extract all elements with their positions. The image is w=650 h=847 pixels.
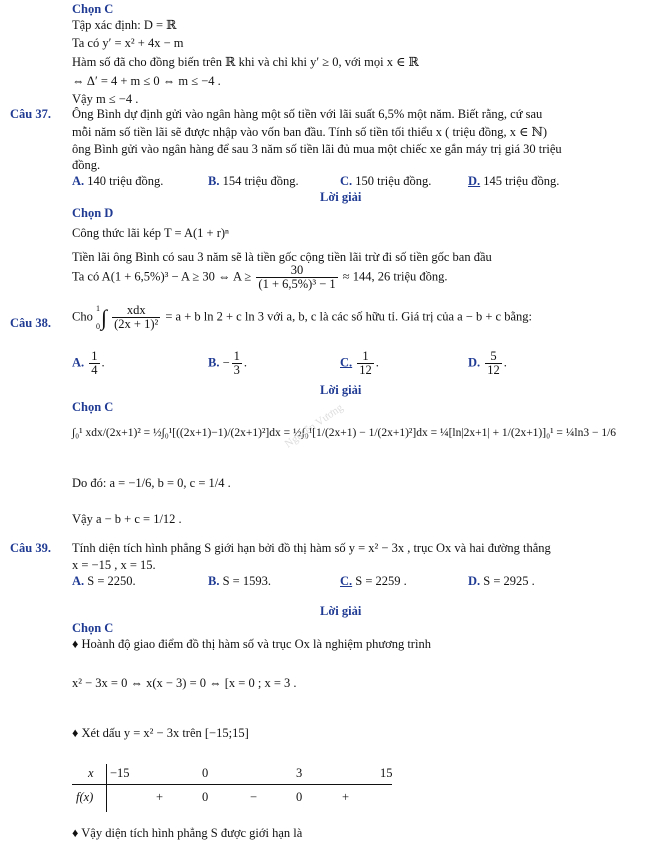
- formula-left: Ta có A(1 + 6,5%)³ − A ≥ 30 ⇔ A ≥: [72, 269, 252, 284]
- question-text: ông Bình gửi vào ngân hàng để sau 3 năm số tiền lãi đủ mua một chiếc xe gắn máy trị giá 30 triệu: [72, 142, 562, 156]
- solution-line: Do đó: a = −1/6, b = 0, c = 1/4 .: [72, 476, 231, 490]
- table-cell: −15: [110, 766, 130, 780]
- solution-heading: Lời giải: [320, 190, 362, 204]
- option-a: [72, 174, 163, 189]
- table-cell: 3: [296, 766, 303, 780]
- table-cell: +: [342, 790, 350, 804]
- option-b: B. S = 1593.: [208, 574, 271, 588]
- option-a: A. S = 2250.: [72, 574, 136, 588]
- option-key: B.: [208, 174, 220, 188]
- solution-heading: Lời giải: [320, 383, 362, 397]
- solution-line: Tiền lãi ông Bình có sau 3 năm sẽ là tiền gốc cộng tiền lãi trừ đi số tiền gốc ban đầu: [72, 250, 492, 264]
- table-cell: 0: [202, 766, 209, 780]
- option-d: [468, 174, 559, 189]
- option-text: 140 triệu đồng.: [87, 174, 164, 188]
- option-c: [340, 174, 431, 189]
- solution-line: x² − 3x = 0 ⇔ x(x − 3) = 0 ⇔ [x = 0 ; x = 3 .: [72, 676, 297, 690]
- solution-line: ♦ Hoành độ giao điểm đồ thị hàm số và trục Ox là nghiệm phương trình: [72, 637, 431, 651]
- question-text: mỗi năm số tiền lãi sẽ được nhập vào vốn ban đầu. Tính số tiền tối thiểu x ( triệu đồng, x ∈ ℕ): [72, 125, 548, 139]
- fraction: $\frac{30}{\text{(1 + 6,5\%)³ − 1}}$: [258, 263, 336, 291]
- answer-label: Chọn C: [72, 621, 114, 635]
- solution-line: Ta có y′ = x² + 4x − m: [72, 36, 184, 50]
- watermark: Nguyễn Vương: [282, 401, 346, 451]
- option-b: [208, 174, 299, 189]
- question-text: Tính diện tích hình phẳng S giới hạn bởi đồ thị hàm số y = x² − 3x , trục Ox và hai đường thẳng: [72, 541, 551, 555]
- option-d: D. $\frac{5}{12}$ .: [468, 349, 507, 377]
- table-cell: 0: [296, 790, 303, 804]
- solution-line: Vậy a − b + c = 1/12 .: [72, 512, 182, 526]
- solution-heading: Lời giải: [320, 604, 362, 618]
- question-text: Cho 1 0∫ $\frac{\text{xdx}}{\text{(2x + 1)²}}$ = a + b ln 2 + c ln 3 với a, b, c là các số hữu tỉ. Giá trị của a − b + c bằng:: [72, 303, 532, 331]
- solution-line: ∫₀¹ xdx/(2x+1)² = ½∫₀¹[((2x+1)−1)/(2x+1)²]dx = ½∫₀¹[1/(2x+1) − 1/(2x+1)²]dx = ¼[ln|2x+1| + 1/(2x+1)]₀¹ = ¼ln3 − 1/6: [72, 427, 617, 439]
- table-cell: 0: [202, 790, 209, 804]
- solution-line: Hàm số đã cho đồng biến trên ℝ khi và chỉ khi y′ ≥ 0, với mọi x ∈ ℝ: [72, 55, 419, 69]
- table-cell: −: [250, 790, 258, 804]
- option-a: A. $\frac{1}{4}$ .: [72, 349, 105, 377]
- solution-line: Vậy m ≤ −4 .: [72, 92, 139, 106]
- table-header-x: x: [88, 766, 94, 780]
- solution-line: ♦ Vậy diện tích hình phẳng S được giới hạn là: [72, 826, 303, 840]
- option-text: 145 triệu đồng.: [483, 174, 560, 188]
- solution-line: Công thức lãi kép T = A(1 + r)ⁿ: [72, 226, 229, 240]
- option-c: C. $\frac{1}{12}$ .: [340, 349, 379, 377]
- question-text: x = −15 , x = 15.: [72, 558, 156, 572]
- question-text: Ông Bình dự định gửi vào ngân hàng một số tiền với lãi suất 6,5% một năm. Biết rằng, cứ sau: [72, 107, 543, 121]
- solution-line: Tập xác định: D = ℝ: [72, 18, 177, 32]
- sign-table: [72, 764, 392, 814]
- solution-line: ⇔ Δ′ = 4 + m ≤ 0 ⇔ m ≤ −4 .: [72, 74, 221, 88]
- option-d: D. S = 2925 .: [468, 574, 535, 588]
- table-header-fx: f(x): [76, 790, 94, 804]
- option-key: D.: [468, 174, 481, 188]
- option-key: A.: [72, 174, 85, 188]
- option-c: C. S = 2259 .: [340, 574, 407, 588]
- formula-right: ≈ 144, 26 triệu đồng.: [342, 269, 448, 284]
- solution-line: ♦ Xét dấu y = x² − 3x trên [−15;15]: [72, 726, 249, 740]
- option-text: 154 triệu đồng.: [222, 174, 299, 188]
- option-text: 150 triệu đồng.: [355, 174, 432, 188]
- answer-label: Chọn C: [72, 400, 114, 414]
- option-b: B. − $\frac{1}{3}$ .: [208, 349, 248, 377]
- answer-label: Chọn D: [72, 206, 114, 220]
- answer-label: Chọn C: [72, 2, 114, 16]
- table-cell: 15: [380, 766, 393, 780]
- question-text: đồng.: [72, 158, 101, 172]
- table-cell: +: [156, 790, 164, 804]
- integral-fraction: $\frac{\text{xdx}}{\text{(2x + 1)²}}$: [114, 303, 159, 331]
- solution-line: [72, 264, 448, 291]
- question-number: Câu 38.: [10, 316, 51, 330]
- question-number: Câu 37.: [10, 107, 51, 121]
- option-key: C.: [340, 174, 353, 188]
- question-number: Câu 39.: [10, 541, 51, 555]
